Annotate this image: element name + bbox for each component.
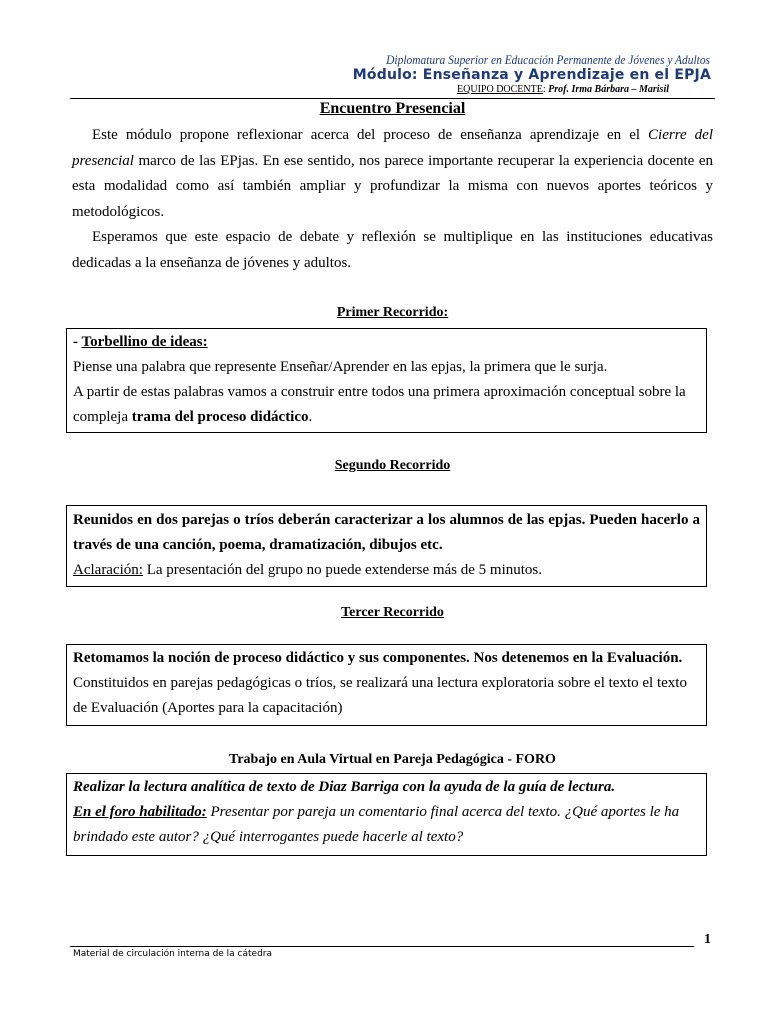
segundo-aclaracion	[73, 558, 700, 583]
foro-instruction	[73, 800, 700, 850]
header-modulo: Módulo: Enseñanza y Aprendizaje en el EPJA	[352, 67, 711, 83]
primer-recorrido-box	[66, 328, 707, 433]
intro-paragraph-2: Esperamos que este espacio de debate y reflexión se multiplique en las instituciones educativas dedicadas a la enseñanza de jóvenes y adultos.	[72, 229, 713, 271]
segundo-aclaracion-text: La presentación del grupo no puede extenderse más de 5 minutos.	[142, 562, 543, 578]
header-diplomatura: Diplomatura Superior en Educación Permanente de Jóvenes y Adultos	[386, 52, 710, 67]
header-equipo-names: Prof. Irma Bárbara – Marisil	[548, 84, 669, 95]
primer-recorrido-heading: Primer Recorrido:	[336, 305, 449, 320]
primer-line-2-a: A partir de estas palabras vamos a construir entre todos una primera aproximación conceptual sobre la compleja	[73, 384, 686, 425]
intro-p1-a: Este módulo propone reflexionar acerca del proceso de enseñanza aprendizaje en el	[92, 127, 649, 143]
intro-p1-italic: Cierre del presencial	[72, 127, 714, 169]
primer-line-1: Piense una palabra que represente Enseñar/Aprender en las epjas, la primera que le surja.	[73, 359, 608, 375]
primer-dash: -	[73, 334, 82, 350]
segundo-bold-text: Reunidos en dos parejas o tríos deberán caracterizar a los alumnos de las epjas. Pueden hacerlo a través de una canción, poema, dramatización, dibujos etc.	[73, 512, 700, 553]
footer-note: Material de circulación interna de la cátedra	[73, 949, 273, 959]
foro-text: Presentar por pareja un comentario final acerca del texto. ¿Qué aportes le ha brindado este autor? ¿Qué interrogantes puede hacerle al texto?	[73, 804, 680, 845]
foro-label: En el foro habilitado:	[73, 804, 207, 820]
primer-line-2-bold: trama del proceso didáctico	[131, 409, 309, 425]
page-number: 1	[704, 932, 711, 947]
foro-box	[66, 773, 707, 856]
header-equipo-sep: :	[542, 84, 549, 95]
segundo-aclaracion-label: Aclaración:	[73, 562, 143, 578]
header-rule	[70, 98, 715, 99]
intro-paragraph-1	[72, 123, 713, 225]
primer-line-2	[73, 380, 700, 430]
primer-subtitle-line	[73, 330, 700, 355]
primer-line-2-end: .	[308, 409, 313, 425]
footer-rule	[70, 946, 694, 947]
intro-section	[72, 123, 713, 276]
segundo-recorrido-heading: Segundo Recorrido	[334, 458, 451, 473]
page-title: Encuentro Presencial	[319, 100, 466, 117]
tercer-recorrido-box	[66, 644, 707, 726]
tercer-text: Constituidos en parejas pedagógicas o tríos, se realizará una lectura exploratoria sobre el texto el texto de Evaluación (Aportes para la capacitación)	[73, 675, 687, 716]
header-equipo-label: EQUIPO DOCENTE	[457, 84, 543, 95]
foro-heading: Trabajo en Aula Virtual en Pareja Pedagógica - FORO	[229, 752, 556, 767]
foro-bold-italic: Realizar la lectura analítica de texto de Diaz Barriga con la ayuda de la guía de lectura.	[73, 779, 616, 795]
primer-subtitle: Torbellino de ideas:	[81, 334, 208, 350]
header-equipo	[457, 84, 669, 95]
intro-p1-b: marco de las EPjas. En ese sentido, nos parece importante recuperar la experiencia docente en esta modalidad como así también ampliar y profundizar la misma con nuevos aportes teóricos y metodológicos.	[72, 152, 713, 220]
tercer-bold-text: Retomamos la noción de proceso didáctico y sus componentes. Nos detenemos en la Evaluación.	[73, 650, 683, 666]
segundo-recorrido-box	[66, 505, 707, 587]
tercer-recorrido-heading: Tercer Recorrido	[341, 605, 444, 620]
